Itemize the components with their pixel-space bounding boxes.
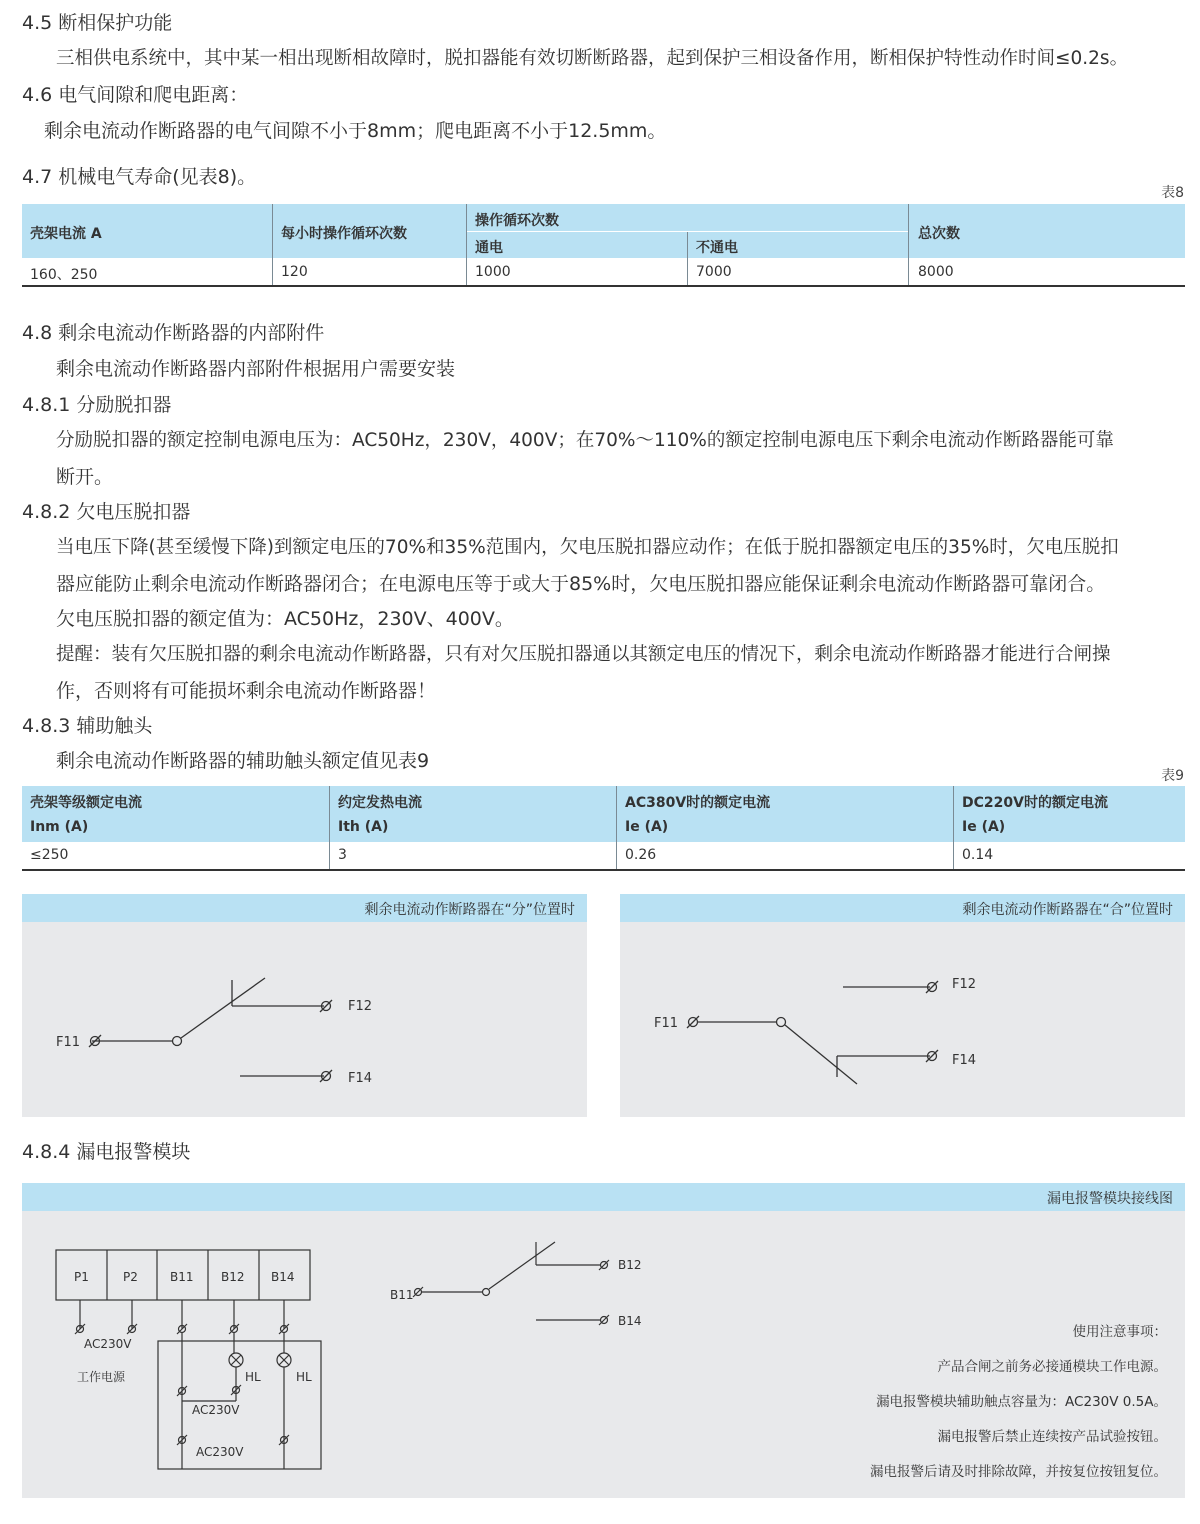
table8-header-not-energized: 不通电 [696,240,738,256]
usage-note-4: 漏电报警后请及时排除故障，并按复位按钮复位。 [870,1464,1167,1480]
section-4-8-2-heading: 4.8.2 欠电压脱扣器 [22,501,191,523]
usage-note-3: 漏电报警后禁止连续按产品试验按钮。 [937,1429,1167,1445]
table9-header-ith-line1: 约定发热电流 [338,795,422,811]
diagram-closed-f12-label: F12 [952,977,977,992]
hl-lamp-2-label: HL [296,1370,312,1384]
diagram-open-svg [22,894,587,1117]
section-4-5-heading: 4.5 断相保护功能 [22,12,173,34]
section-4-8-4-heading: 4.8.4 漏电报警模块 [22,1141,191,1163]
table8-header-cycles-per-hour: 每小时操作循环次数 [281,226,407,242]
diagram-open-title: 剩余电流动作断路器在“分”位置时 [364,902,575,918]
usage-note-1: 产品合闸之前务必接通模块工作电源。 [937,1359,1167,1375]
terminal-p1-label: P1 [74,1270,89,1284]
terminal-b14-label: B14 [271,1270,295,1284]
diagram-closed-title: 剩余电流动作断路器在“合”位置时 [962,902,1173,918]
section-4-8-1-heading: 4.8.1 分励脱扣器 [22,394,172,416]
diagram-closed-f14-label: F14 [952,1053,977,1068]
table9-cell-inm: ≤250 [30,847,69,863]
table8 [22,204,1185,288]
hl-lamp-1-label: HL [245,1370,261,1384]
section-4-8-2-line3: 欠电压脱扣器的额定值为：AC50Hz，230V、400V。 [56,608,514,630]
table8-cell-frame-current: 160、250 [30,267,98,283]
table8-header-energized: 通电 [475,240,503,256]
section-4-8-heading: 4.8 剩余电流动作断路器的内部附件 [22,322,325,344]
table9-cell-dc220: 0.14 [962,847,994,863]
terminal-b11-label: B11 [170,1270,194,1284]
ac230v-supply-label: AC230V [84,1337,132,1351]
terminal-p2-label: P2 [123,1270,138,1284]
table9-header-inm-line1: 壳架等级额定电流 [30,795,142,811]
diagram-open-f14-label: F14 [348,1071,373,1086]
table9-header-dc220-line1: DC220V时的额定电流 [962,795,1108,811]
diagram-closed-panel [620,894,1185,1117]
table8-header-op-cycles: 操作循环次数 [475,213,559,229]
ac230v-load-label-1: AC230V [192,1403,240,1417]
table8-caption: 表8 [1161,185,1184,201]
section-4-8-1-body-line2: 断开。 [56,466,114,488]
section-4-8-2-line5: 作，否则将有可能损坏剩余电流动作断路器！ [56,680,437,702]
table8-cell-energized: 1000 [475,264,511,280]
section-4-8-3-heading: 4.8.3 辅助触头 [22,715,153,737]
table9-caption: 表9 [1161,768,1184,784]
table9-header-inm-line2: Inm (A) [30,819,89,835]
diagram-closed-svg [620,894,1185,1117]
table9-cell-ac380: 0.26 [625,847,657,863]
alarm-module-title: 漏电报警模块接线图 [1047,1191,1173,1207]
usage-note-2: 漏电报警模块辅助触点容量为：AC230V 0.5A。 [876,1394,1167,1410]
section-4-7-heading: 4.7 机械电气寿命(见表8)。 [22,166,257,188]
table9-header-ac380-line1: AC380V时的额定电流 [625,795,771,811]
switch-b14-label: B14 [618,1314,642,1328]
table8-header-total: 总次数 [918,226,960,242]
diagram-open-panel [22,894,587,1117]
table9-header-dc220-line2: Ie (A) [962,819,1006,835]
switch-b11-label: B11 [390,1288,414,1302]
usage-notes-title: 使用注意事项： [1072,1324,1167,1340]
switch-b12-label: B12 [618,1258,642,1272]
work-power-label: 工作电源 [77,1370,126,1384]
table8-cell-cycles-per-hour: 120 [281,264,308,280]
section-4-8-2-line1: 当电压下降(甚至缓慢下降)到额定电压的70%和35%范围内，欠电压脱扣器应动作；在低于脱扣器额定电压的35%时，欠电压脱扣 [56,537,1119,558]
section-4-8-1-body-line1: 分励脱扣器的额定控制电源电压为：AC50Hz，230V，400V；在70%～110%的额定控制电源电压下剩余电流动作断路器能可靠 [56,430,1114,451]
ac230v-load-label-2: AC230V [196,1445,244,1459]
diagram-open-f12-label: F12 [348,999,373,1014]
alarm-module-svg [22,1183,1185,1498]
diagram-open-f11-label: F11 [56,1035,81,1050]
table9-header-ith-line2: Ith (A) [338,819,389,835]
table8-cell-not-energized: 7000 [696,264,732,280]
section-4-6-heading: 4.6 电气间隙和爬电距离： [22,84,249,106]
section-4-8-2-line2: 器应能防止剩余电流动作断路器闭合；在电源电压等于或大于85%时，欠电压脱扣器应能保证剩余电流动作断路器可靠闭合。 [56,573,1106,595]
section-4-6-body: 剩余电流动作断路器的电气间隙不小于8mm；爬电距离不小于12.5mm。 [44,120,667,142]
section-4-8-3-body: 剩余电流动作断路器的辅助触头额定值见表9 [56,750,430,772]
terminal-b12-label: B12 [221,1270,245,1284]
table9-header-ac380-line2: Ie (A) [625,819,669,835]
section-4-8-body: 剩余电流动作断路器内部附件根据用户需要安装 [56,358,456,380]
section-4-5-body: 三相供电系统中，其中某一相出现断相故障时，脱扣器能有效切断断路器，起到保护三相设备作用，断相保护特性动作时间≤0.2s。 [56,48,1129,69]
section-4-8-2-line4: 提醒：装有欠压脱扣器的剩余电流动作断路器，只有对欠压脱扣器通以其额定电压的情况下，剩余电流动作断路器才能进行合闸操 [56,644,1111,665]
table9-cell-ith: 3 [338,847,347,863]
table9 [22,786,1185,872]
diagram-closed-f11-label: F11 [654,1016,679,1031]
alarm-module-panel [22,1183,1185,1498]
table8-cell-total: 8000 [918,264,954,280]
table8-header-frame-current: 壳架电流 A [30,226,102,242]
